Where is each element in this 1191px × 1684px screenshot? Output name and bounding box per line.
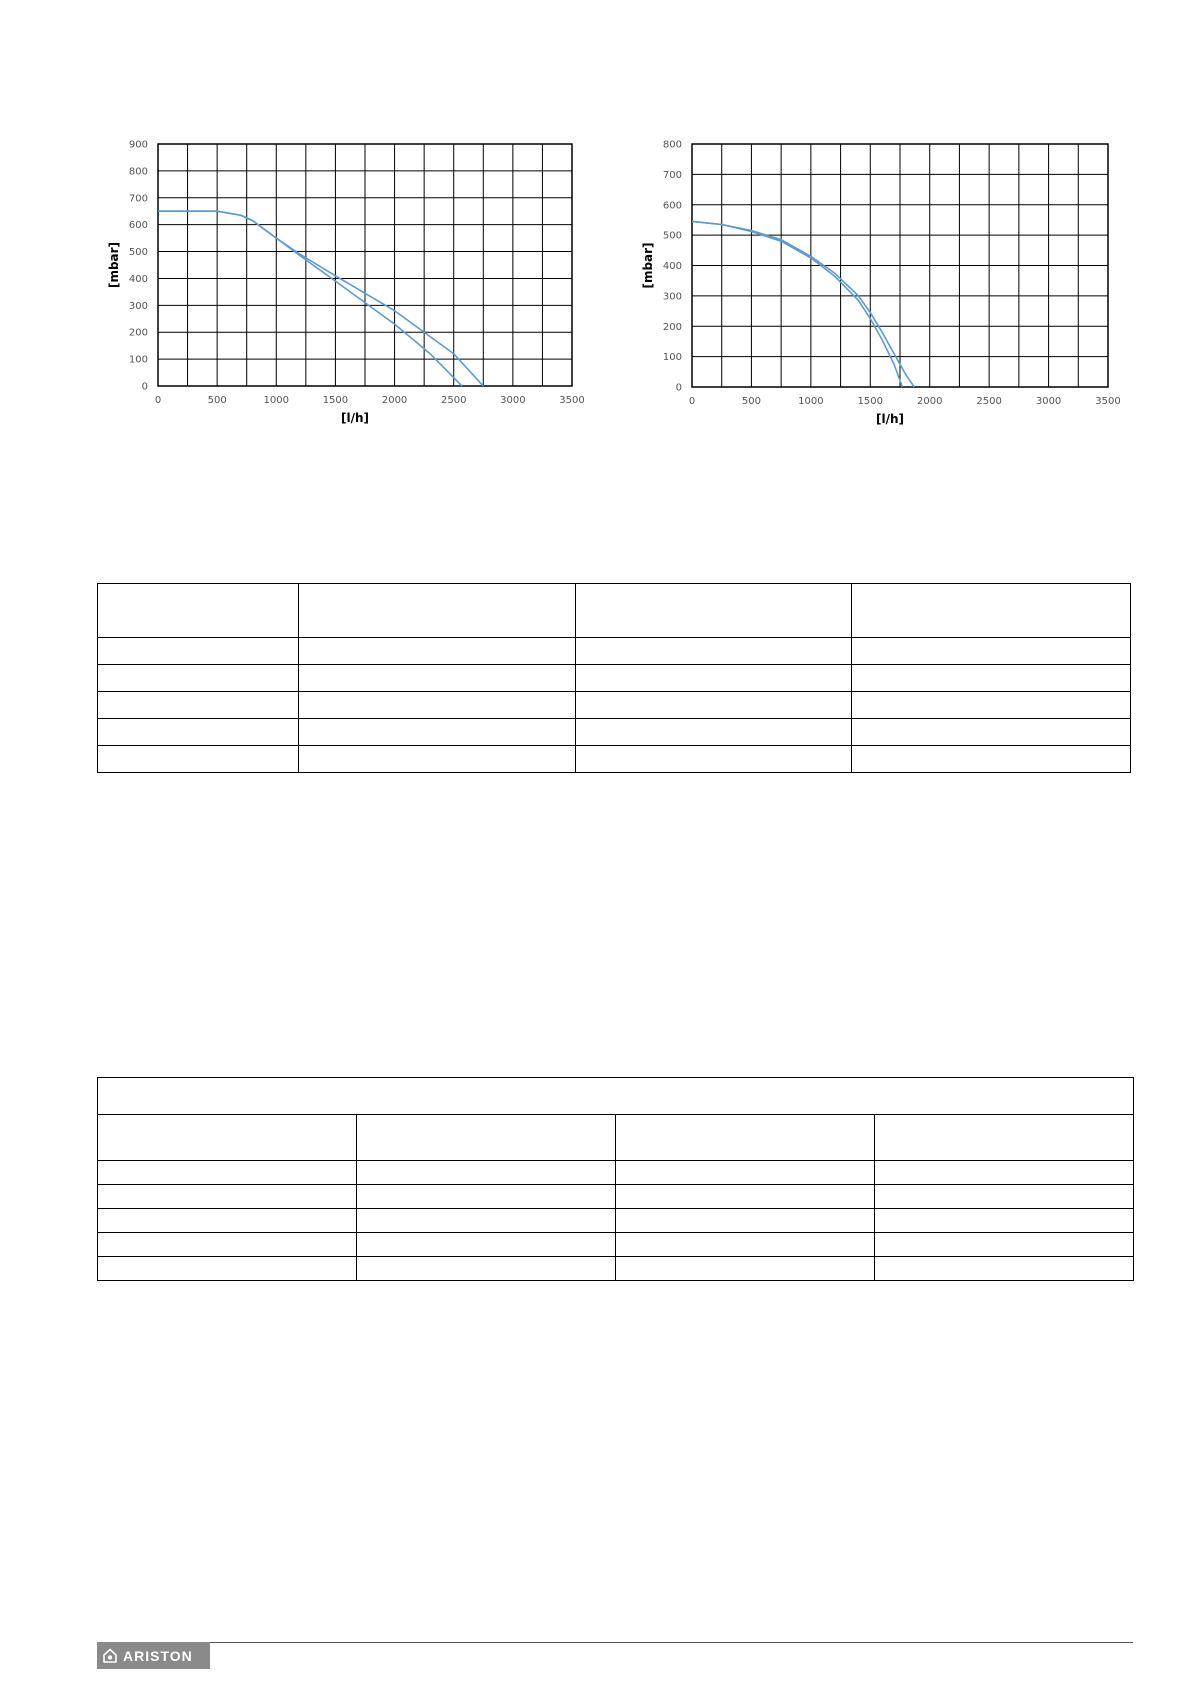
y-tick-label: 600 — [662, 200, 682, 212]
x-axis-label: [l/h] — [340, 411, 370, 425]
y-axis-label: [mbar] — [641, 242, 655, 289]
x-tick-label: 1000 — [263, 395, 290, 406]
x-tick-label: 500 — [741, 396, 761, 407]
y-tick-label: 0 — [141, 381, 148, 393]
table-cell — [98, 746, 299, 773]
table-cell — [575, 584, 852, 638]
table-row — [98, 1161, 1134, 1185]
table-cell — [875, 1209, 1134, 1233]
series-line — [692, 221, 914, 387]
logo-text: ARISTON — [123, 1647, 193, 1664]
table-cell — [616, 1233, 875, 1257]
x-tick-label: 1500 — [857, 396, 884, 407]
x-tick-label: 500 — [207, 395, 227, 406]
table-cell — [357, 1233, 616, 1257]
y-tick-label: 100 — [662, 352, 682, 364]
x-tick-label: 0 — [154, 395, 162, 406]
x-tick-label: 3500 — [559, 395, 585, 406]
data-table-2 — [97, 1077, 1134, 1281]
table-cell — [98, 1233, 357, 1257]
table-row — [98, 1233, 1134, 1257]
table-row — [98, 1257, 1134, 1281]
x-tick-label: 2500 — [440, 395, 467, 406]
y-tick-label: 800 — [128, 166, 148, 178]
table-cell — [298, 719, 575, 746]
table-cell — [98, 665, 299, 692]
table-cell — [852, 692, 1131, 719]
pump-curve-chart-left — [98, 130, 598, 430]
table-cell — [357, 1257, 616, 1281]
table-cell — [875, 1185, 1134, 1209]
y-tick-label: 800 — [662, 139, 682, 151]
x-tick-label: 3000 — [1035, 396, 1062, 407]
table-cell — [357, 1115, 616, 1161]
table-cell — [875, 1115, 1134, 1161]
y-tick-label: 200 — [662, 321, 682, 333]
table-header-row — [98, 584, 1131, 638]
y-tick-label: 0 — [675, 382, 682, 394]
table-cell — [98, 1257, 357, 1281]
table-cell — [852, 746, 1131, 773]
table-cell — [98, 584, 299, 638]
series-line — [692, 221, 902, 387]
table-cell — [875, 1161, 1134, 1185]
x-tick-label: 0 — [688, 396, 696, 407]
x-tick-label: 3500 — [1095, 396, 1121, 407]
x-axis-label: [l/h] — [875, 412, 905, 426]
table-cell — [357, 1209, 616, 1233]
table-cell — [852, 584, 1131, 638]
table-cell — [298, 638, 575, 665]
table-cell — [98, 719, 299, 746]
table-cell — [852, 665, 1131, 692]
y-tick-label: 200 — [128, 327, 148, 339]
table-cell — [357, 1185, 616, 1209]
table-cell — [298, 665, 575, 692]
table-cell — [575, 665, 852, 692]
y-tick-label: 400 — [128, 273, 148, 285]
x-tick-label: 1000 — [798, 396, 824, 407]
x-tick-label: 3000 — [500, 395, 526, 406]
table-cell — [298, 692, 575, 719]
table-cell — [98, 692, 299, 719]
y-tick-label: 700 — [662, 169, 682, 181]
table-cell — [575, 719, 852, 746]
x-tick-label: 2500 — [976, 396, 1002, 407]
x-tick-label: 2000 — [916, 396, 943, 407]
table-row — [98, 665, 1131, 692]
table-cell — [875, 1233, 1134, 1257]
house-icon — [103, 1648, 117, 1663]
y-axis-label: [mbar] — [107, 241, 121, 289]
x-tick-label: 2000 — [381, 395, 408, 406]
table-cell — [98, 1078, 1134, 1115]
table-cell — [616, 1115, 875, 1161]
table-cell — [357, 1161, 616, 1185]
table-row — [98, 719, 1131, 746]
pump-curve-left-svg — [98, 130, 598, 430]
x-tick-label: 1500 — [322, 395, 349, 406]
y-tick-label: 600 — [128, 220, 148, 232]
table-cell — [298, 746, 575, 773]
y-tick-label: 400 — [662, 261, 682, 272]
y-tick-label: 300 — [128, 300, 148, 312]
table-cell — [616, 1185, 875, 1209]
table-row — [98, 692, 1131, 719]
table-row — [98, 746, 1131, 773]
table-cell — [875, 1257, 1134, 1281]
y-tick-label: 700 — [128, 193, 148, 205]
table-cell — [298, 584, 575, 638]
y-tick-label: 500 — [662, 230, 682, 242]
table-title-row — [98, 1078, 1134, 1115]
table-cell — [616, 1257, 875, 1281]
table-cell — [852, 719, 1131, 746]
table-cell — [575, 746, 852, 773]
y-tick-label: 100 — [128, 354, 148, 366]
series-line — [158, 211, 462, 386]
series-line — [158, 211, 483, 386]
table-cell — [98, 1115, 357, 1161]
table-cell — [616, 1209, 875, 1233]
y-tick-label: 300 — [662, 291, 682, 303]
data-table-1 — [97, 583, 1131, 773]
table-header-row — [98, 1115, 1134, 1161]
table-cell — [852, 638, 1131, 665]
y-tick-label: 500 — [128, 247, 148, 259]
table-cell — [98, 1161, 357, 1185]
table-cell — [98, 1209, 357, 1233]
table-cell — [575, 692, 852, 719]
pump-curve-right-svg — [632, 130, 1132, 430]
table-cell — [98, 1185, 357, 1209]
table-row — [98, 638, 1131, 665]
table-cell — [575, 638, 852, 665]
y-tick-label: 900 — [128, 139, 148, 151]
table-row — [98, 1209, 1134, 1233]
table-row — [98, 1185, 1134, 1209]
footer-rule — [97, 1642, 1133, 1643]
pump-curve-chart-right — [632, 130, 1132, 430]
ariston-logo — [97, 1642, 210, 1669]
table-cell — [616, 1161, 875, 1185]
table-cell — [98, 638, 299, 665]
